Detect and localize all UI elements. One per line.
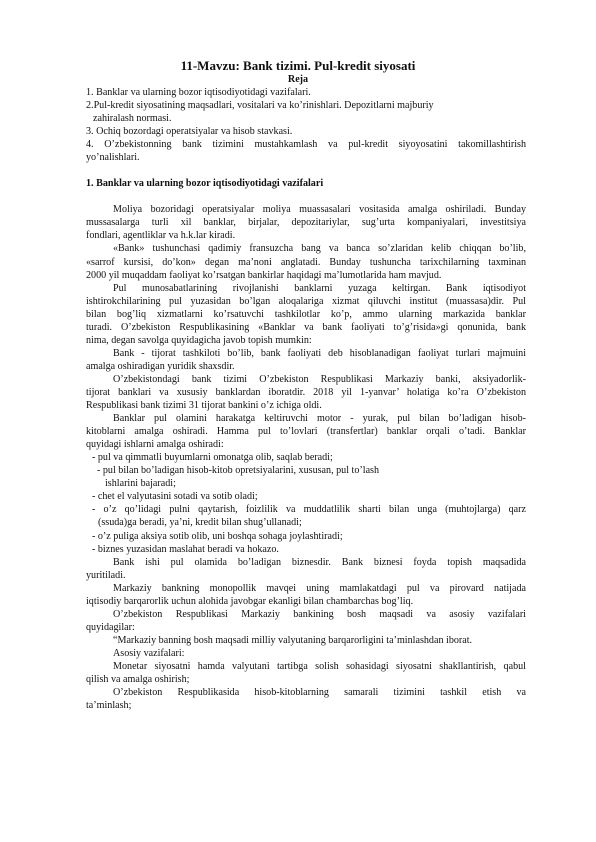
text-line: ta’minlash; — [86, 700, 132, 712]
text-line: Moliya bozoridagi operatsiyalar moliya muassasalari vositasida amalga oshiriladi. Bunday — [113, 204, 526, 216]
text-line: amalga oshiradigan yuridik shaxsdir. — [86, 360, 235, 372]
text-line: mussasalarga turli xil banklar, birjalar, depozitariylar, sug’urta kompaniyalari, investitsiya — [86, 217, 526, 229]
text-line: tijorat banklari va xususiy banklardan iboratdir. 2018 yil 1-yanvar’ holatiga ko’ra O’zbekiston — [86, 386, 526, 398]
text-line: Bank - tijorat tashkiloti bo’lib, bank faoliyati deb hisoblanadigan faoliyat turlari majmuini — [113, 347, 526, 359]
text-line: O’zbekiston Respublikasida hisob-kitoblarning samarali tizimini tashkil etish va — [113, 687, 526, 699]
text-line: ishtirokchilarining pul yuzasidan bo’lgan aloqalariga xizmat qiluvchi institut (muassasa)dir. Pul — [86, 295, 526, 307]
list-item: - biznes yuzasidan maslahat beradi va hokazo. — [92, 543, 279, 555]
plan-heading: Reja — [287, 74, 309, 85]
plan-item: 2.Pul-kredit siyosatining maqsadlari, vositalari va ko’rinishlari. Depozitlarni majburiy — [86, 100, 434, 112]
text-line: iqtisodiy barqarorlik uchun alohida javobgar ekanligi bilan chambarchas bog’liq. — [86, 595, 414, 607]
text-line: yuritiladi. — [86, 569, 126, 581]
text-line: fondlari, agentliklar va h.k.lar kiradi. — [86, 230, 236, 242]
text-line: Asosiy vazifalari: — [113, 647, 185, 659]
text-line: «Bank» tushunchasi qadimiy fransuzcha bang va banca so’zlaridan kelib chiqqan bo’lib, — [113, 243, 526, 255]
text-line: Banklar pul olamini harakatga keltiruvchi motor - yurak, pul bilan bo’ladigan hisob- — [113, 413, 526, 425]
document-title: 11-Mavzu: Bank tizimi. Pul-kredit siyosati — [180, 58, 416, 73]
plan-item: 3. Ochiq bozordagi operatsiyalar va hisob stavkasi. — [86, 126, 293, 138]
list-item: - pul bilan bo’ladigan hisob-kitob opretsiyalarini, xususan, pul to’lash — [97, 465, 380, 477]
text-line: quyidagilar: — [86, 621, 135, 633]
list-item: ishlarini bajaradi; — [105, 478, 176, 490]
text-line: «sarrof kursisi, do’kon» degan ma’noni anglatadi. Bunday tushuncha tarixchilarning taxminan — [86, 256, 526, 268]
list-item: - chet el valyutasini sotadi va sotib oladi; — [92, 491, 258, 503]
document-body — [86, 86, 526, 712]
list-item: - o’z puliga aksiya sotib olib, uni boshqa sohaga joylashtiradi; — [92, 530, 343, 542]
text-line: Pul munosabatlarining rivojlanishi banklarni yuzaga keltirgan. Bank iqtisodiyot — [113, 282, 526, 294]
list-item: - pul va qimmatli buyumlarni omonatga olib, saqlab beradi; — [92, 452, 333, 464]
text-line: qilish va amalga oshirish; — [86, 674, 190, 686]
plan-item: 4. O’zbekistonning bank tizimini mustahkamlash va pul-kredit siyoyosatini takomillashtirish — [86, 139, 526, 151]
list-item: - o’z qo’lidagi pulni qaytarish, foizlilik va muddatlilik sharti bilan unga (muhtojlarga) qarz — [92, 504, 526, 516]
plan-item: 1. Banklar va ularning bozor iqtisodiyotidagi vazifalari. — [86, 87, 311, 98]
section-heading: 1. Banklar va ularning bozor iqtisodiyotidagi vazifalari — [86, 178, 324, 190]
list-item: (ssuda)ga beradi, ya’ni, kredit bilan shug’ullanadi; — [98, 517, 302, 529]
text-line: kitoblarni amalga oshiradi. Hamma pul to’lovlari (transfertlar) banklar orqali o’tadi. Banklar — [86, 426, 526, 438]
plan-item: yo’nalishlari. — [86, 152, 140, 164]
text-line: Respublikasi bank tizimi 31 tijorat bankini o’z ichiga oldi. — [86, 400, 322, 412]
text-line: Markaziy bankning monopollik mavqei uning mamlakatdagi pul va pirovard natijada — [113, 582, 526, 594]
text-line: Monetar siyosatni hamda valyutani tartibga solish sohasidagi siyosatni shakllantirish, qabul — [113, 660, 526, 672]
text-line: O’zbekiston Respublikasi Markaziy bankining bosh maqsadi va asosiy vazifalari — [113, 608, 526, 620]
text-line: Bank ishi pul olamida bo’ladigan biznesdir. Bank biznesi foyda topish maqsadida — [113, 556, 526, 568]
text-line: turadi. O’zbekiston Respublikasining «Banklar va bank faoliyati to’g’risida»gi qonunida, bank — [86, 321, 526, 333]
text-line: bilan bog’liq xizmatlarni ko’rsatuvchi tashkilotlar ko’p, ammo ularning markazida banklar — [86, 308, 526, 320]
plan-item: zahiralash normasi. — [93, 113, 172, 125]
text-line: “Markaziy banning bosh maqsadi milliy valyutaning barqarorligini ta’minlashdan iborat. — [113, 634, 473, 646]
text-line: O’zbekistondagi bank tizimi O’zbekiston Respublikasi Markaziy banki, aksiyadorlik- — [113, 373, 526, 385]
text-line: 2000 yil muqaddam faoliyat ko’rsatgan bankirlar haqidagi ma’lumotlarida ham mavjud. — [86, 269, 442, 281]
text-line: quyidagi ishlarni amalga oshiradi: — [86, 439, 224, 451]
text-line: nima, degan savolga quyidagicha javob topish mumkin: — [86, 334, 312, 346]
